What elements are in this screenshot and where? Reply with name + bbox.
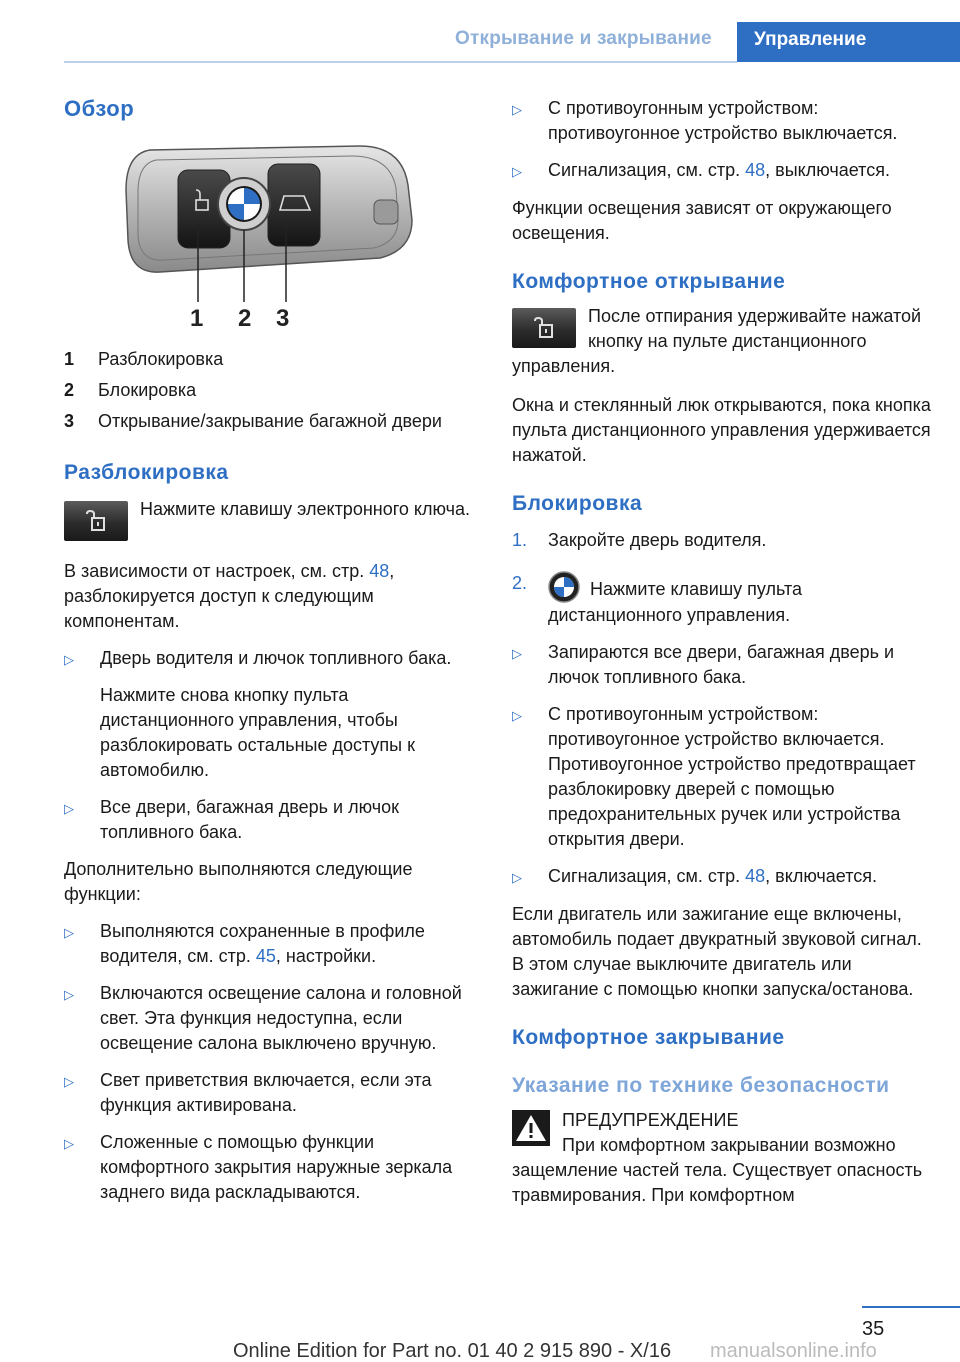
triangle-bullet-icon: ▷ [64, 1074, 74, 1089]
page-number: 35 [862, 1318, 885, 1340]
lock-bullet-list [512, 640, 932, 890]
unlock-instruction [64, 497, 478, 545]
sub-paragraph: Нажмите снова кнопку пульта дистанционного управления, чтобы разблокировать остальные доступы к автомобилю. [100, 685, 415, 780]
warning-text: При комфортном закрывании возможно защемление частей тела. Существует опасность травмирования. При комфортном [512, 1135, 923, 1205]
step-item [512, 528, 932, 553]
list-item: ▷ Сигнализация, см. стр. 48, выключается. [512, 158, 932, 184]
watermark-text: manualsonline.info [710, 1340, 877, 1362]
legend-item [64, 406, 478, 437]
footer-rule [862, 1306, 960, 1308]
triangle-bullet-icon: ▷ [64, 925, 74, 940]
comfort-close-heading: Комфортное закрывание [512, 1026, 785, 1049]
page-link-48[interactable]: 48 [369, 561, 390, 581]
triangle-bullet-icon: ▷ [512, 646, 522, 661]
triangle-bullet-icon: ▷ [64, 987, 74, 1002]
figure-label-2: 2 [238, 305, 252, 330]
list-item: ▷ С противоугонным устройством: противоугонное устройство включается. Противоугонное устройство предотвращает разблокировку дверей с помощью предохранительных ручек или устройства открытия двери. [512, 702, 932, 852]
header-rule [64, 61, 737, 63]
triangle-bullet-icon: ▷ [64, 1136, 74, 1151]
unlock-continued-list [512, 96, 932, 184]
legend-number: 2 [64, 380, 75, 400]
warning-triangle-icon [512, 1110, 550, 1146]
lighting-text: Функции освещения зависят от окружающего освещения. [512, 198, 892, 243]
figure-label-3: 3 [276, 305, 290, 330]
warning-label: ПРЕДУПРЕЖДЕНИЕ [562, 1110, 739, 1130]
legend-text: Блокировка [98, 380, 197, 400]
legend-item [64, 375, 478, 406]
list-item: ▷ Дверь водителя и лючок топливного бака. Нажмите снова кнопку пульта дистанционного управления, чтобы разблокировать остальные доступы к автомобилю. [64, 646, 478, 783]
triangle-bullet-icon: ▷ [512, 102, 522, 117]
list-item: ▷ С противоугонным устройством: противоугонное устройство выключается. [512, 96, 932, 146]
comfort-open-instruction [512, 304, 932, 379]
legend-item [64, 344, 478, 375]
triangle-bullet-icon: ▷ [64, 801, 74, 816]
comfort-open-instruction-text: После отпирания удерживайте нажатой кнопку на пульте дистанционного управления. [512, 306, 922, 376]
list-item: ▷ Запираются все двери, багажная дверь и лючок топливного бака. [512, 640, 932, 690]
step-text: Нажмите клавишу пульта дистанционного управления. [548, 579, 803, 625]
edition-text: Online Edition for Part no. 01 40 2 915 890 - X/16 [233, 1340, 672, 1362]
list-item: ▷ Включаются освещение салона и головной свет. Эта функция недоступна, если освещение салона выключено вручную. [64, 981, 478, 1056]
right-column [512, 84, 932, 1208]
step-number: 2. [512, 573, 528, 593]
list-item: ▷ Свет приветствия включается, если эта функция активирована. [64, 1068, 478, 1118]
functions-bullet-list [64, 919, 478, 1205]
unlock-key-icon [64, 501, 128, 541]
triangle-bullet-icon: ▷ [512, 870, 522, 885]
step-number: 1. [512, 530, 528, 550]
triangle-bullet-icon: ▷ [512, 708, 522, 723]
list-item: ▷ Выполняются сохраненные в профиле водителя, см. стр. 45, настройки. [64, 919, 478, 969]
additional-functions-text: Дополнительно выполняются следующие функции: [64, 859, 413, 904]
unlock-instruction-text: Нажмите клавишу электронного ключа. [140, 499, 470, 519]
overview-heading: Обзор [64, 96, 135, 121]
header-chapter-tab: Управление [737, 22, 960, 62]
page-link-45[interactable]: 45 [255, 946, 276, 966]
figure-legend [64, 344, 478, 437]
left-column [64, 96, 478, 1205]
safety-heading: Указание по технике безопасности [512, 1074, 890, 1097]
comfort-open-heading: Комфортное открывание [512, 270, 786, 293]
legend-number: 3 [64, 411, 75, 431]
warning-block [512, 1108, 932, 1208]
unlock-heading: Разблокировка [64, 461, 229, 484]
unlock-bullet-list [64, 646, 478, 845]
windows-open-text: Окна и стеклянный люк открываются, пока кнопка пульта дистанционного управления удерживается нажатой. [512, 395, 931, 465]
bmw-key-button-icon [548, 571, 580, 603]
unlock-key-icon [512, 308, 576, 348]
page-link-48[interactable]: 48 [745, 866, 766, 886]
list-item: ▷ Сигнализация, см. стр. 48, включается. [512, 864, 932, 890]
step-text: Закройте дверь водителя. [548, 530, 767, 550]
list-item: ▷ Все двери, багажная дверь и лючок топливного бака. [64, 795, 478, 845]
page-link-48[interactable]: 48 [745, 160, 766, 180]
settings-dependency-text: В зависимости от настроек, см. стр. 48, разблокируется доступ к следующим компонентам. [64, 561, 395, 631]
lock-heading: Блокировка [512, 492, 643, 515]
step-item [512, 571, 932, 628]
page-header [0, 0, 960, 64]
legend-text: Разблокировка [98, 349, 224, 369]
engine-warning-text: Если двигатель или зажигание еще включены, автомобиль подает двукратный звуковой сигнал. В этом случае выключите двигатель или зажигание с помощью кнопки запуска/останова. [512, 904, 922, 999]
legend-number: 1 [64, 349, 75, 369]
lock-steps [512, 528, 932, 628]
triangle-bullet-icon: ▷ [512, 164, 522, 179]
legend-text: Открывание/закрывание багажной двери [98, 411, 442, 431]
header-section-title: Открывание и закрывание [455, 28, 712, 49]
list-item: ▷ Сложенные с помощью функции комфортного закрытия наружные зеркала заднего вида раскладываются. [64, 1130, 478, 1205]
key-fob-illustration [120, 140, 420, 330]
triangle-bullet-icon: ▷ [64, 652, 74, 667]
figure-label-1: 1 [190, 305, 204, 330]
